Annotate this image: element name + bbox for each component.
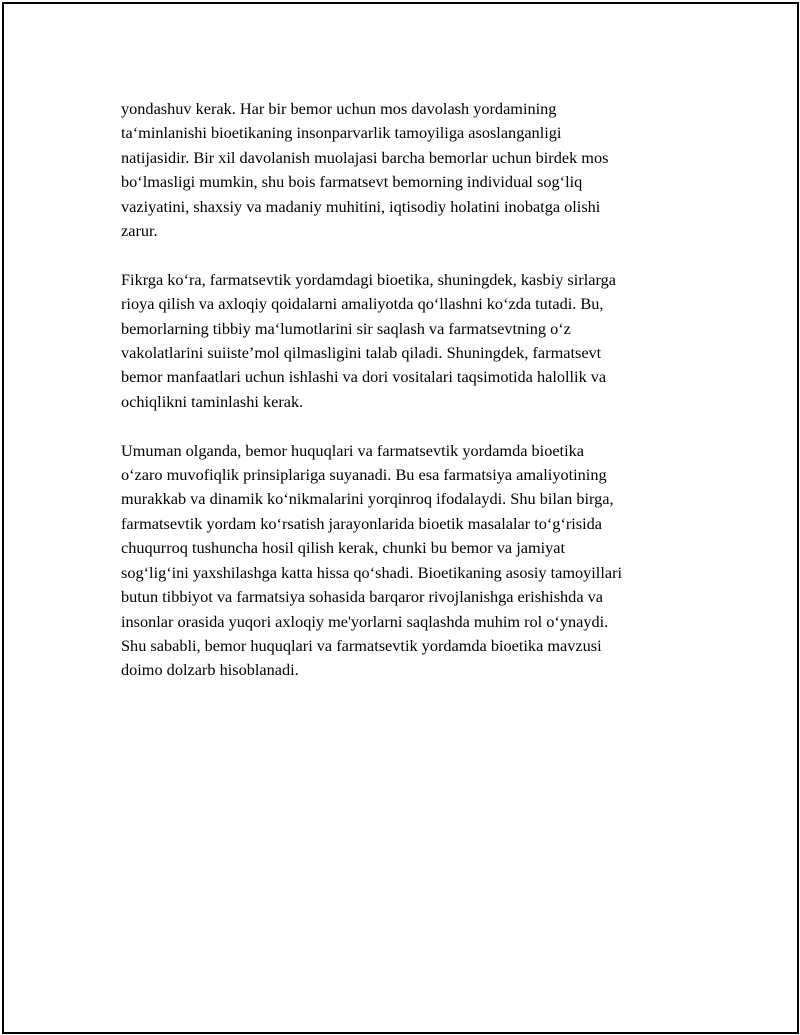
text-line: sog‘lig‘ini yaxshilashga katta hissa qo‘shadi. Bioetikaning asosiy tamoyillari [121,562,623,582]
text-line: Shu sababli, bemor huquqlari va farmatsevtik yordamda bioetika mavzusi [121,635,602,655]
text-line: Umuman olganda, bemor huquqlari va farmatsevtik yordamda bioetika [121,440,584,460]
text-line: rioya qilish va axloqiy qoidalarni amaliyotda qo‘llashni ko‘zda tutadi. Bu, [121,294,604,314]
text-line: insonlar orasida yuqori axloqiy me'yorlarni saqlashda muhim rol o‘ynaydi. [121,611,609,631]
text-line: bo‘lmasligi mumkin, shu bois farmatsevt bemorning individual sog‘liq [121,172,583,192]
text-line: ochiqlikni taminlashi kerak. [121,391,304,411]
text-line: bemorlarning tibbiy ma‘lumotlarini sir saqlash va farmatsevtning o‘z [121,318,571,338]
paragraph-2 [121,268,681,414]
text-line: doimo dolzarb hisoblanadi. [121,660,299,680]
text-line: natijasidir. Bir xil davolanish muolajasi barcha bemorlar uchun birdek mos [121,147,609,167]
page-frame [2,2,799,1034]
paragraph-1 [121,97,681,243]
text-line: vakolatlarini suiiste’mol qilmasligini talab qiladi. Shuningdek, farmatsevt [121,343,602,363]
text-line: Fikrga ko‘ra, farmatsevtik yordamdagi bioetika, shuningdek, kasbiy sirlarga [121,269,616,289]
text-line: chuqurroq tushuncha hosil qilish kerak, chunki bu bemor va jamiyat [121,538,566,558]
text-line: bemor manfaatlari uchun ishlashi va dori vositalari taqsimotida halollik va [121,367,607,387]
page-content [121,97,681,707]
text-line: murakkab va dinamik ko‘nikmalarini yorqinroq ifodalaydi. Shu bilan birga, [121,489,614,509]
text-line: farmatsevtik yordam ko‘rsatish jarayonlarida bioetik masalalar to‘g‘risida [121,513,603,533]
text-line: vaziyatini, shaxsiy va madaniy muhitini, iqtisodiy holatini inobatga olishi [121,196,601,216]
paragraph-3 [121,439,681,683]
text-line: o‘zaro muvofiqlik prinsiplariga suyanadi. Bu esa farmatsiya amaliyotining [121,465,607,485]
text-line: butun tibbiyot va farmatsiya sohasida barqaror rivojlanishga erishishda va [121,587,603,607]
text-line: zarur. [121,221,158,241]
text-line: ta‘minlanishi bioetikaning insonparvarlik tamoyiliga asoslanganligi [121,123,562,143]
text-line: yondashuv kerak. Har bir bemor uchun mos davolash yordamining [121,99,557,118]
